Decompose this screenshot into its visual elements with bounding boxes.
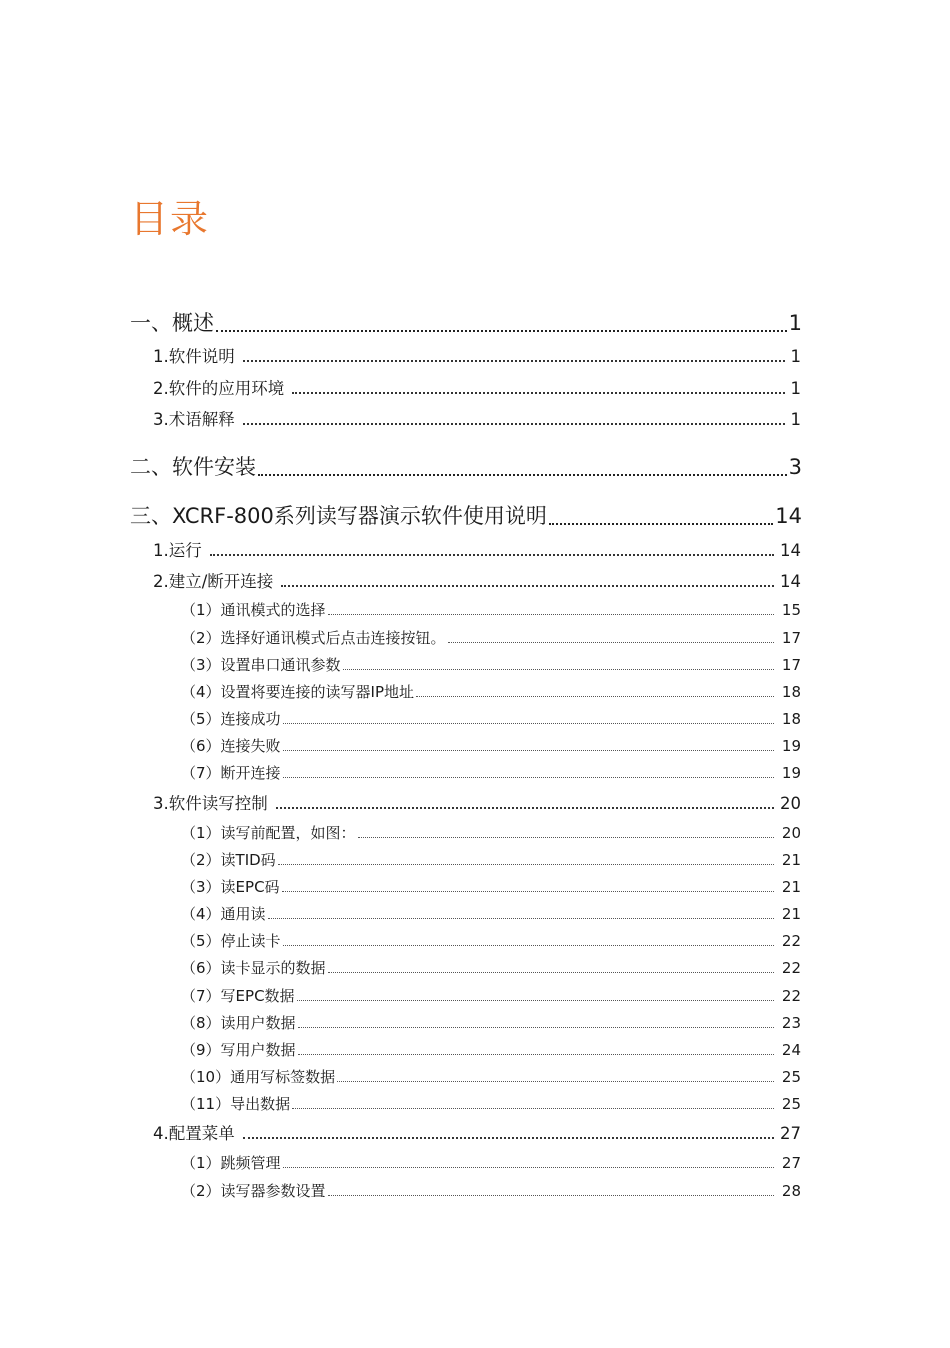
- toc-entry-title: 一、概述: [130, 311, 214, 335]
- dot-leader: [292, 1108, 774, 1109]
- toc-entry-page: 1: [788, 311, 802, 335]
- toc-entry-page: 1: [790, 410, 801, 429]
- dot-leader: [549, 523, 773, 525]
- toc-entry-title: （5）连接成功: [181, 710, 281, 728]
- toc-entry-title: （1）跳频管理: [181, 1154, 281, 1172]
- toc-entry-page: 18: [781, 683, 801, 701]
- toc-entry-page: 21: [781, 878, 801, 896]
- toc-entry-title: 2.软件的应用环境: [153, 379, 285, 398]
- toc-entry-page: 20: [780, 794, 801, 813]
- toc-entry-page: 21: [781, 905, 801, 923]
- toc-entry[interactable]: [181, 1039, 801, 1060]
- toc-entry-title: （8）读用户数据: [181, 1014, 296, 1032]
- toc-entry[interactable]: [181, 681, 801, 702]
- toc-entry-title: （6）连接失败: [181, 737, 281, 755]
- toc-entry-page: 22: [781, 932, 801, 950]
- dot-leader: [258, 474, 787, 476]
- toc-entry[interactable]: [181, 1012, 801, 1033]
- toc-entry[interactable]: [153, 790, 801, 814]
- toc-entry-title: 3.软件读写控制: [153, 794, 268, 813]
- toc-entry-title: （2）读TID码: [181, 851, 276, 869]
- toc-entry-page: 22: [781, 959, 801, 977]
- toc-entry-page: 27: [781, 1154, 801, 1172]
- dot-leader: [216, 330, 787, 332]
- dot-leader: [282, 891, 774, 892]
- toc-entry[interactable]: [181, 876, 801, 897]
- toc-entry[interactable]: [181, 985, 801, 1006]
- toc-entry-title: 二、软件安装: [130, 455, 256, 479]
- dot-leader: [298, 1054, 774, 1055]
- toc-entry-page: 25: [781, 1095, 801, 1113]
- toc-entry-page: 1: [790, 347, 801, 366]
- toc-entry-title: （7）断开连接: [181, 764, 281, 782]
- toc-entry[interactable]: [153, 568, 801, 592]
- toc-entry[interactable]: [130, 451, 802, 481]
- dot-leader: [243, 1137, 774, 1139]
- toc-entry-title: 三、XCRF-800系列读写器演示软件使用说明: [130, 504, 547, 528]
- dot-leader: [297, 1000, 774, 1001]
- toc-entry[interactable]: [153, 375, 801, 399]
- dot-leader: [448, 642, 774, 643]
- toc-entry-title: （7）写EPC数据: [181, 987, 295, 1005]
- toc-entry-title: 2.建立/断开连接: [153, 572, 274, 591]
- dot-leader: [328, 1195, 774, 1196]
- dot-leader: [283, 723, 774, 724]
- toc-entry[interactable]: [181, 735, 801, 756]
- toc-entry-page: 1: [790, 379, 801, 398]
- toc-entry[interactable]: [181, 599, 801, 620]
- toc-entry[interactable]: [181, 930, 801, 951]
- dot-leader: [292, 392, 784, 394]
- toc-entry[interactable]: [153, 406, 801, 430]
- toc-entry-title: （9）写用户数据: [181, 1041, 296, 1059]
- toc-entry-page: 19: [781, 737, 801, 755]
- dot-leader: [328, 614, 774, 615]
- toc-entry[interactable]: [181, 708, 801, 729]
- toc-entry-title: 4.配置菜单: [153, 1124, 235, 1143]
- toc-entry[interactable]: [153, 537, 801, 561]
- toc-entry-title: （2）读写器参数设置: [181, 1182, 326, 1200]
- toc-entry-page: 3: [788, 455, 802, 479]
- toc-entry-title: （1）读写前配置，如图：: [181, 824, 356, 842]
- toc-entry-page: 14: [780, 572, 801, 591]
- toc-entry-page: 24: [781, 1041, 801, 1059]
- toc-entry-page: 17: [781, 656, 801, 674]
- toc-entry[interactable]: [153, 1120, 801, 1144]
- toc-entry-title: （6）读卡显示的数据: [181, 959, 326, 977]
- toc-entry[interactable]: [181, 903, 801, 924]
- toc-entry-page: 19: [781, 764, 801, 782]
- dot-leader: [243, 423, 785, 425]
- toc-entry[interactable]: [181, 957, 801, 978]
- toc-entry[interactable]: [153, 343, 801, 367]
- toc-entry-title: 1.运行: [153, 541, 202, 560]
- toc-entry[interactable]: [181, 654, 801, 675]
- toc-entry[interactable]: [181, 1066, 801, 1087]
- dot-leader: [328, 972, 774, 973]
- toc-entry-title: （4）通用读: [181, 905, 266, 923]
- toc-entry-page: 15: [781, 601, 801, 619]
- dot-leader: [268, 918, 774, 919]
- dot-leader: [416, 696, 774, 697]
- toc-entry-title: （2）选择好通讯模式后点击连接按钮。: [181, 629, 446, 647]
- toc-entry-title: （10）通用写标签数据: [181, 1068, 336, 1086]
- toc-entry[interactable]: [181, 1093, 801, 1114]
- dot-leader: [358, 837, 774, 838]
- toc-entry-page: 14: [775, 504, 802, 528]
- dot-leader: [283, 1167, 774, 1168]
- toc-entry[interactable]: [181, 1152, 801, 1173]
- toc-entry-page: 28: [781, 1182, 801, 1200]
- dot-leader: [210, 554, 774, 556]
- toc-entry-page: 20: [781, 824, 801, 842]
- toc-entry-page: 23: [781, 1014, 801, 1032]
- toc-entry-page: 21: [781, 851, 801, 869]
- toc-entry-title: （1）通讯模式的选择: [181, 601, 326, 619]
- dot-leader: [281, 585, 774, 587]
- dot-leader: [343, 669, 774, 670]
- dot-leader: [337, 1081, 774, 1082]
- dot-leader: [298, 1027, 774, 1028]
- toc-entry[interactable]: [130, 500, 802, 530]
- toc-entry-title: （3）设置串口通讯参数: [181, 656, 341, 674]
- dot-leader: [278, 864, 774, 865]
- toc-entry-title: （4）设置将要连接的读写器IP地址: [181, 683, 415, 701]
- toc-entry-title: 3.术语解释: [153, 410, 235, 429]
- toc-entry[interactable]: [181, 627, 801, 648]
- dot-leader: [283, 750, 774, 751]
- toc-entry-page: 18: [781, 710, 801, 728]
- toc-entry[interactable]: [181, 1180, 801, 1201]
- toc-entry[interactable]: [181, 762, 801, 783]
- toc-entry[interactable]: [130, 307, 802, 337]
- dot-leader: [283, 945, 774, 946]
- toc-entry-title: 1.软件说明: [153, 347, 235, 366]
- toc-entry-page: 17: [781, 629, 801, 647]
- toc-entry-page: 22: [781, 987, 801, 1005]
- dot-leader: [243, 360, 785, 362]
- dot-leader: [276, 807, 774, 809]
- page-title: 目录: [130, 197, 211, 241]
- toc-entry-page: 27: [780, 1124, 801, 1143]
- toc-entry-title: （3）读EPC码: [181, 878, 280, 896]
- toc-entry[interactable]: [181, 822, 801, 843]
- toc-entry-page: 14: [780, 541, 801, 560]
- toc-entry-title: （11）导出数据: [181, 1095, 291, 1113]
- toc-entry[interactable]: [181, 849, 801, 870]
- dot-leader: [283, 777, 774, 778]
- toc-entry-title: （5）停止读卡: [181, 932, 281, 950]
- toc-entry-page: 25: [781, 1068, 801, 1086]
